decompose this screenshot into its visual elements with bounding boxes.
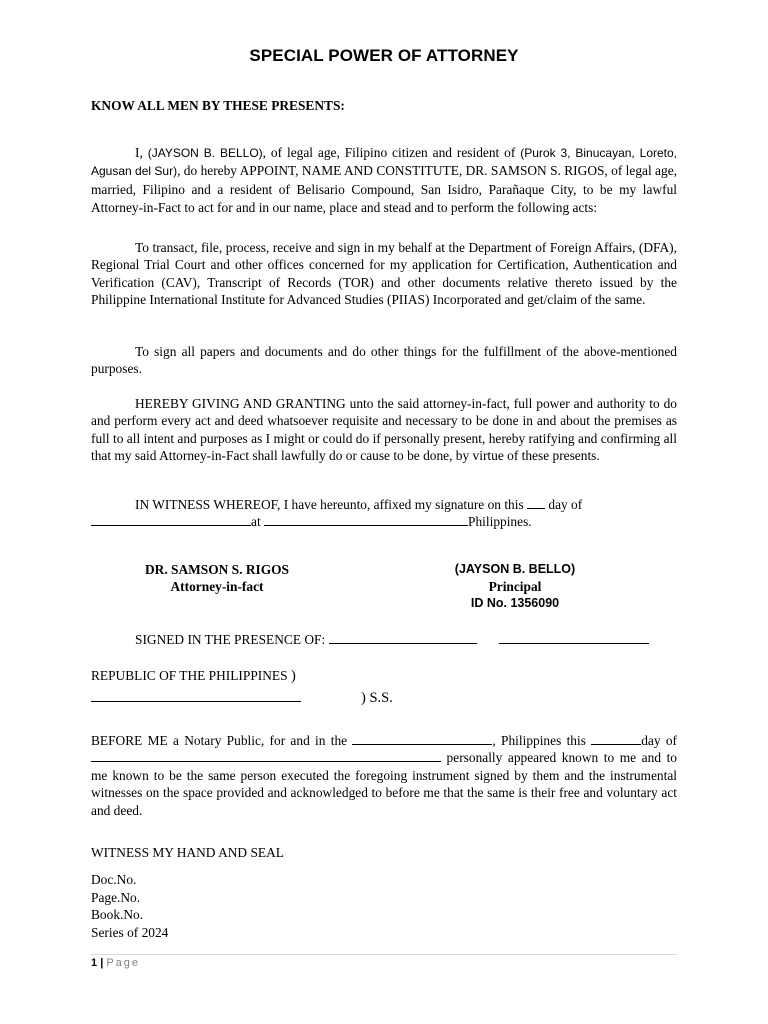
- witness-1-blank[interactable]: [329, 631, 477, 644]
- notarial-register: [91, 871, 168, 941]
- witness-2-blank[interactable]: [499, 631, 649, 644]
- notary-date-blank[interactable]: [91, 749, 441, 762]
- ss-row: [91, 689, 393, 707]
- granting-paragraph: HEREBY GIVING AND GRANTING unto the said attorney-in-fact, full power and authority to do and perform every act and deed whatsoever requisite and necessary to be done in and about the premises as full to all intent and purposes as I might or could do if personally present, hereby ratifying and confirming all that my said Attorney-in-Fact shall lawfully do or cause to be done, by virtue of these presents.: [91, 396, 677, 464]
- witness-seal: WITNESS MY HAND AND SEAL: [91, 845, 284, 860]
- page-footer: 1 | Page: [91, 957, 141, 969]
- republic-label: REPUBLIC OF THE PHILIPPINES: [91, 668, 288, 683]
- notary-place-blank[interactable]: [352, 732, 492, 745]
- principal-role: Principal: [488, 579, 542, 594]
- book-no: Book.No.: [91, 907, 144, 923]
- document-title: SPECIAL POWER OF ATTORNEY: [249, 46, 519, 65]
- signed-presence-row: SIGNED IN THE PRESENCE OF:: [135, 631, 649, 648]
- principal-address: (Purok 3, Binucayan, Loreto, Agusan del Sur): [91, 146, 678, 179]
- principal-name-inline: (JAYSON B. BELLO): [147, 146, 263, 160]
- province-blank[interactable]: [91, 689, 301, 702]
- page-label: Page: [106, 957, 141, 969]
- day-blank[interactable]: [527, 496, 545, 509]
- series: Series of 2024: [91, 924, 169, 940]
- know-all-heading: KNOW ALL MEN BY THESE PRESENTS:: [91, 98, 345, 113]
- principal-signature-block: [420, 561, 610, 612]
- witness-whereof-paragraph: IN WITNESS WHEREOF, I have hereunto, affixed my signature on this day of at Philippines.: [91, 496, 677, 531]
- appointment-paragraph: I, (JAYSON B. BELLO), of legal age, Filipino citizen and resident of (Purok 3, Binucayan, Loreto, Agusan del Sur), do hereby APPOINT, NAME AND CONSTITUTE, DR. SAMSON S. RIGOS, of legal age, married, Filipino and a resident of Belisario Compound, San Isidro, Parañaque City, to be my lawful Attorney-in-Fact to act for and in our name, place and stead and to perform the following acts:: [91, 145, 678, 215]
- attorney-signature-block: [130, 561, 304, 595]
- sign-papers-paragraph: To sign all papers and documents and do other things for the fulfillment of the above-mentioned purposes.: [91, 344, 677, 377]
- date-blank[interactable]: [91, 513, 251, 526]
- attorney-role: Attorney-in-fact: [170, 579, 264, 594]
- powers-paragraph: To transact, file, process, receive and sign in my behalf at the Department of Foreign Affairs, (DFA), Regional Trial Court and other offices concerned for my application for Certification, Authentication and Verification (CAV), Transcript of Records (TOR) and other documents relative thereto issued by the Philippine International Institute for Advanced Studies (PIIAS) Incorporated and get/claim of the same.: [91, 240, 677, 308]
- page-no: Page.No.: [91, 889, 141, 905]
- principal-id: ID No. 1356090: [470, 596, 560, 610]
- notary-paragraph: BEFORE ME a Notary Public, for and in the , Philippines this day of personally appeared known to me and to me known to be the same person executed the foregoing instrument signed by them and the instrumental witnesses on the space provided and acknowledged to before me that the same is their free and voluntary act and deed.: [91, 733, 677, 818]
- ss-label: ) S.S.: [361, 690, 393, 706]
- attorney-name: DR. SAMSON S. RIGOS: [145, 562, 289, 577]
- footer-divider: [91, 954, 677, 955]
- page-number: 1: [91, 957, 98, 969]
- place-blank[interactable]: [264, 513, 468, 526]
- notary-day-blank[interactable]: [591, 732, 641, 745]
- republic-row: REPUBLIC OF THE PHILIPPINES ): [91, 668, 296, 684]
- doc-no: Doc.No.: [91, 872, 137, 887]
- principal-name: (JAYSON B. BELLO): [454, 562, 576, 576]
